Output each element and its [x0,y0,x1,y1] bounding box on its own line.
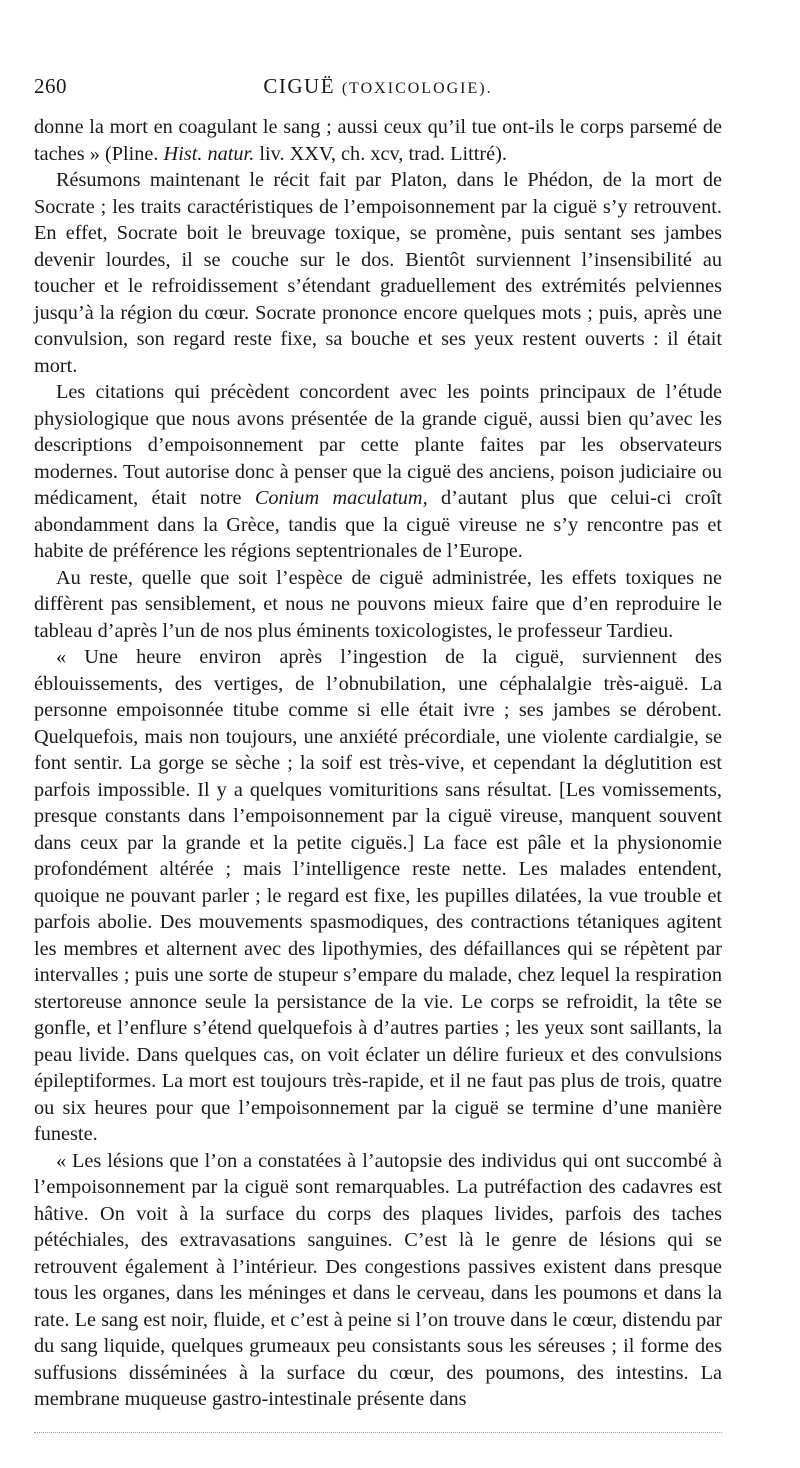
paragraph-3 [34,379,722,565]
page-header [34,74,722,104]
running-title [94,74,662,99]
paragraph-1 [34,114,722,167]
footer-rule [34,1432,722,1433]
paragraph-6-quote: « Les lésions que l’on a constatées à l’autopsie des individus qui ont succombé à l’empoisonnement par la ciguë sont remarquables. La putréfaction des cadavres est hâtive. On voit à la surface du corps des plaques livides, parfois des taches pétéchiales, des extravasations sanguines. C’est là le genre de lésions qui se retrouvent également à l’intérieur. Des congestions passives existent dans presque tous les organes, dans les méninges et dans le cerveau, dans les poumons et dans la rate. Le sang est noir, fluide, et c’est à peine si l’on trouve dans le cœur, distendu par du sang liquide, quelques grumeaux peu consistants sous les séreuses ; il forme des suffusions disséminées à la surface du cœur, des poumons, des intestins. La membrane muqueuse gastro-intestinale présente dans [34,1149,722,1410]
paragraph-1-tail: liv. XXV, ch. xcv, trad. Littré). [254,142,507,165]
running-title-main: CIGUË [263,74,336,98]
paragraph-1-italic: Hist. natur. [163,142,255,165]
paragraph-5-quote: « Une heure environ après l’ingestion de la ciguë, surviennent des éblouissements, des vertiges, de l’obnubilation, une céphalalgie très-aiguë. La personne empoisonnée titube comme si elle était ivre ; ses jambes se dérobent. Quelquefois, mais non toujours, une anxiété précordiale, une violente cardialgie, se font sentir. La gorge se sèche ; la soif est très-vive, et cependant la déglutition est parfois impossible. Il y a quelques vomituritions sans résultat. [Les vomissements, presque constants dans l’empoisonnement par la ciguë vireuse, manquent souvent dans ceux par la grande et la petite ciguës.] La face est pâle et la physionomie profondément altérée ; mais l’intelligence reste nette. Les malades entendent, quoique ne pouvant parler ; le regard est fixe, les pupilles dilatées, la vue trouble et parfois abolie. Des mouvements spasmodiques, des contractions tétaniques agitent les membres et alternent avec des lipothymies, des défaillances qui se répètent par intervalles ; puis une sorte de stupeur s’empare du malade, chez lequel la respiration stertoreuse annonce seule la persistance de la vie. Le corps se refroidit, la tête se gonfle, et l’enflure s’étend quelquefois à d’autres parties ; les yeux sont saillants, la peau livide. Dans quelques cas, on voit éclater un délire furieux et des convulsions épileptiformes. La mort est toujours très-rapide, et il ne faut pas plus de trois, quatre ou six heures pour que l’empoisonnement par la ciguë se termine d’une manière funeste. [34,646,722,1145]
paragraph-3-italic: Conium maculatum [254,487,423,509]
body-text [34,114,722,1413]
paragraph-1-text: donne la mort en coagulant le sang ; aussi ceux qu’il tue ont-ils le corps parsemé de taches » (Pline. [34,116,722,165]
running-title-subtitle: (TOXICOLOGIE). [341,80,493,97]
page-number: 260 [34,74,67,98]
paragraph-2: Résumons maintenant le récit fait par Platon, dans le Phédon, de la mort de Socrate ; les traits caractéristiques de l’empoisonnement par la ciguë s’y retrouvent. En effet, Socrate boit le breuvage toxique, se promène, puis sentant ses jambes devenir lourdes, il se couche sur le dos. Bientôt surviennent l’insensibilité au toucher et le refroidissement s’étendant graduellement des extrémités pelviennes jusqu’à la région du cœur. Socrate prononce encore quelques mots ; puis, après une convulsion, son regard reste fixe, sa bouche et ses yeux restent ouverts : il était mort. [34,169,722,377]
paragraph-3-text-a: Les citations qui précèdent concordent avec les points principaux de l’étude physiologique que nous avons présentée de la grande ciguë, aussi bien qu’avec les descriptions d’empoisonnement par cette plante faites par les observateurs modernes. Tout autorise donc à penser que la ciguë des anciens, poison judiciaire ou médicament, était notre [34,381,722,509]
paragraph-3-text-b: , d’autant plus que celui-ci croît abondamment dans la Grèce, tandis que la ciguë vireuse ne s’y rencontre pas et habite de préférence les régions septentrionales de l’Europe. [34,487,722,562]
paragraph-4: Au reste, quelle que soit l’espèce de ciguë administrée, les effets toxiques ne diffèrent pas sensiblement, et nous ne pouvons mieux faire que d’en reproduire le tableau d’après l’un de nos plus éminents toxicologistes, le professeur Tardieu. [34,566,722,642]
